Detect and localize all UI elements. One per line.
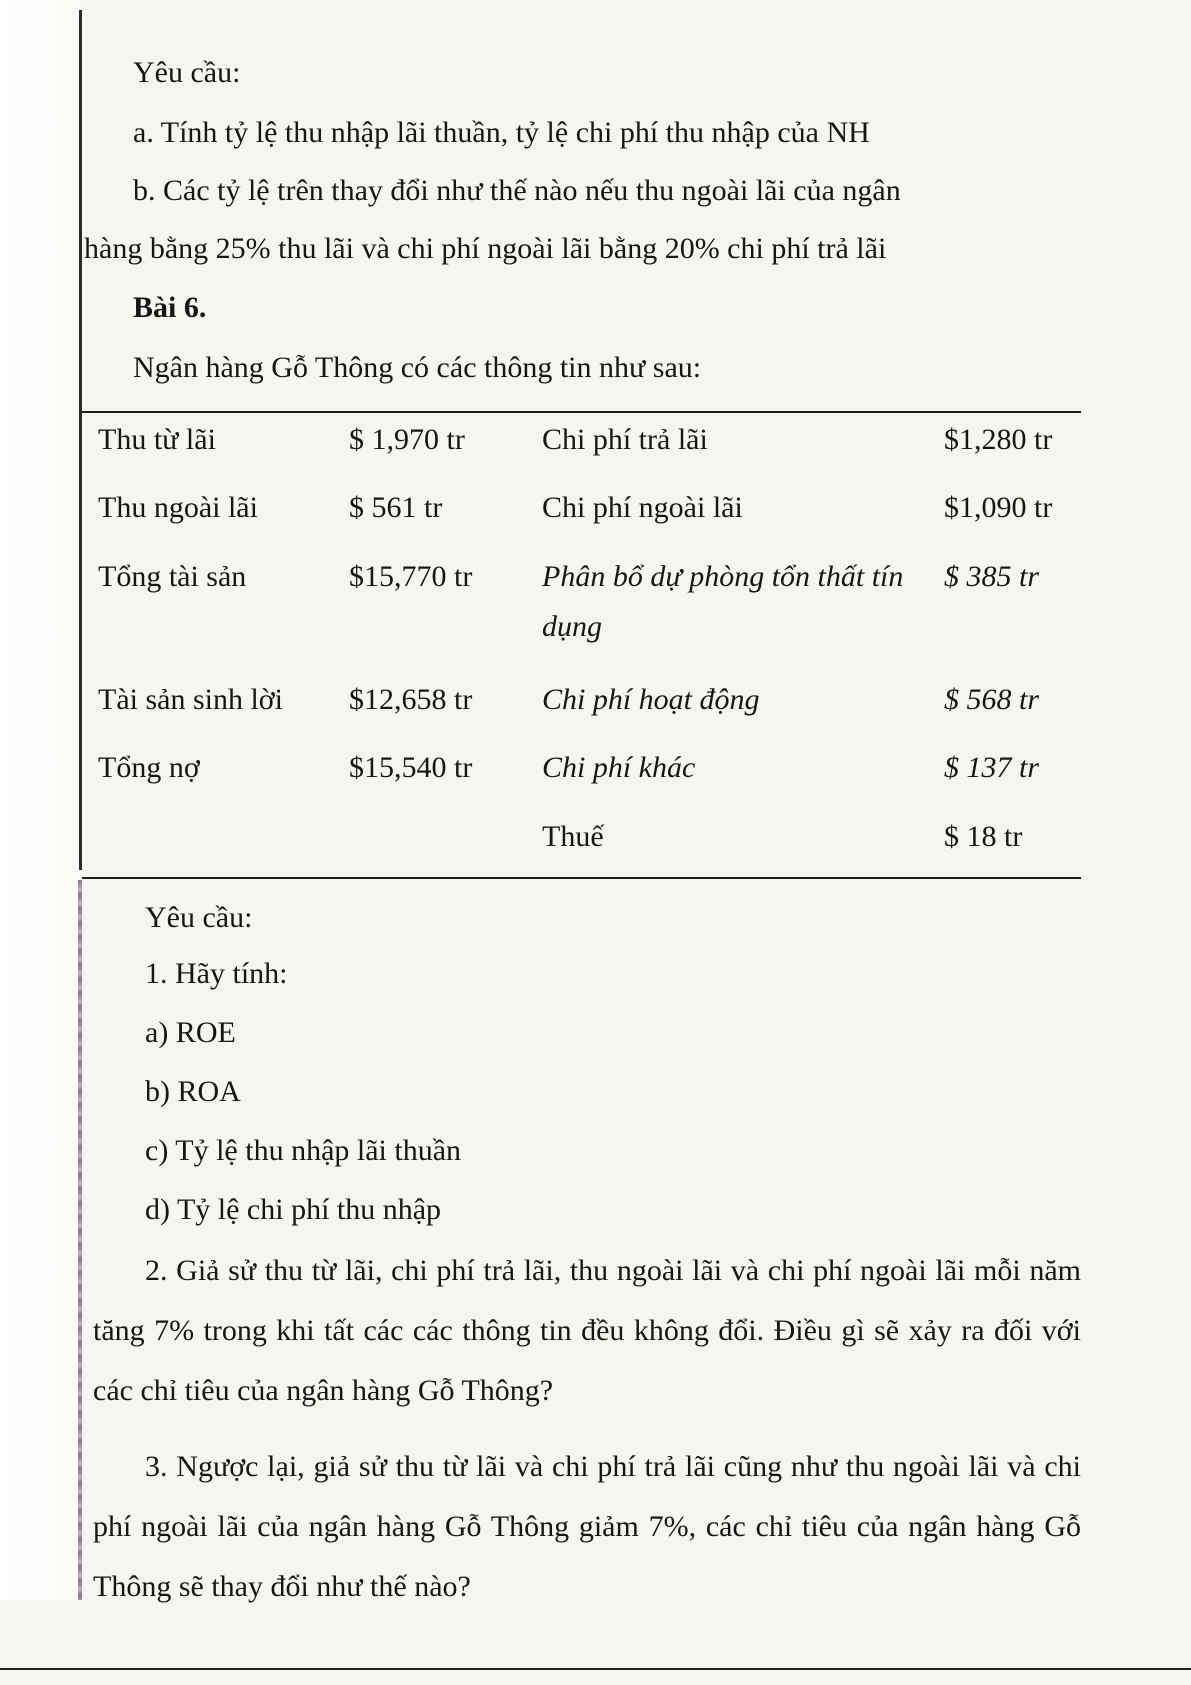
question-1c: c) Tỷ lệ thu nhập lãi thuần [145, 1134, 462, 1167]
question-1a: a) ROE [145, 1016, 236, 1049]
table-cell-value: $1,090 tr [944, 491, 1053, 524]
table-cell-value: $ 18 tr [944, 820, 1023, 853]
intro-requirements-title: Yêu cầu: [133, 56, 241, 89]
question-2: 2. Giả sử thu từ lãi, chi phí trả lãi, thu ngoài lãi và chi phí ngoài lãi mỗi năm tăng 7% trong khi tất các các thông tin đều không đổi. Điều gì sẽ xảy ra đối với các chỉ tiêu của ngân hàng Gỗ Thông? [93, 1254, 1081, 1407]
question-1: 1. Hãy tính: [145, 957, 288, 990]
page-bottom-rule [0, 1668, 1191, 1670]
table-cell-label: Chi phí hoạt động [542, 683, 760, 716]
exercise-intro: Ngân hàng Gỗ Thông có các thông tin như sau: [133, 351, 702, 384]
question-3: 3. Ngược lại, giả sử thu từ lãi và chi phí trả lãi cũng như thu ngoài lãi và chi phí ngoài lãi của ngân hàng Gỗ Thông giảm 7%, các chỉ tiêu của ngân hàng Gỗ Thông sẽ thay đổi như thế nào? [93, 1450, 1081, 1603]
intro-requirement-b-line1: b. Các tỷ lệ trên thay đổi như thế nào nếu thu ngoài lãi của ngân [133, 174, 901, 207]
table-cell-value: $15,770 tr [349, 560, 473, 593]
table-cell-value: $ 137 tr [944, 751, 1040, 784]
table-cell-label: Tài sản sinh lời [98, 683, 284, 716]
table-cell-label: Tổng tài sản [98, 560, 247, 593]
binding-shadow [78, 880, 82, 1600]
table-cell-label: Thuế [542, 820, 604, 853]
table-cell-value: $ 385 tr [944, 560, 1040, 593]
table-cell-value: $12,658 tr [349, 683, 473, 716]
table-cell-label: Chi phí khác [542, 751, 696, 784]
table-bottom-rule [82, 877, 1081, 879]
table-cell-value: $ 561 tr [349, 491, 443, 524]
table-cell-value: $15,540 tr [349, 751, 473, 784]
table-cell-label: Thu ngoài lãi [98, 491, 258, 524]
intro-requirement-a: a. Tính tỷ lệ thu nhập lãi thuần, tỷ lệ chi phí thu nhập của NH [133, 116, 870, 149]
table-cell-label: Thu từ lãi [98, 423, 216, 456]
question-1b: b) ROA [145, 1075, 241, 1108]
requirements-title: Yêu cầu: [145, 901, 253, 934]
table-cell-label: Phân bổ dự phòng tổn thất tín dụng [542, 560, 904, 643]
table-cell-value: $ 1,970 tr [349, 423, 465, 456]
binding-line [79, 10, 82, 870]
table-cell-label: Chi phí ngoài lãi [542, 491, 743, 524]
intro-requirement-b-line2: hàng bằng 25% thu lãi và chi phí ngoài lãi bằng 20% chi phí trả lãi [84, 232, 887, 265]
exercise-title: Bài 6. [133, 291, 207, 324]
table-cell-label: Tổng nợ [98, 751, 200, 784]
page-margin [0, 0, 80, 1600]
table-cell-value: $ 568 tr [944, 683, 1040, 716]
question-1d: d) Tỷ lệ chi phí thu nhập [145, 1193, 442, 1226]
table-cell-value: $1,280 tr [944, 423, 1053, 456]
table-cell-label: Chi phí trả lãi [542, 423, 708, 456]
table-top-rule [82, 411, 1081, 413]
